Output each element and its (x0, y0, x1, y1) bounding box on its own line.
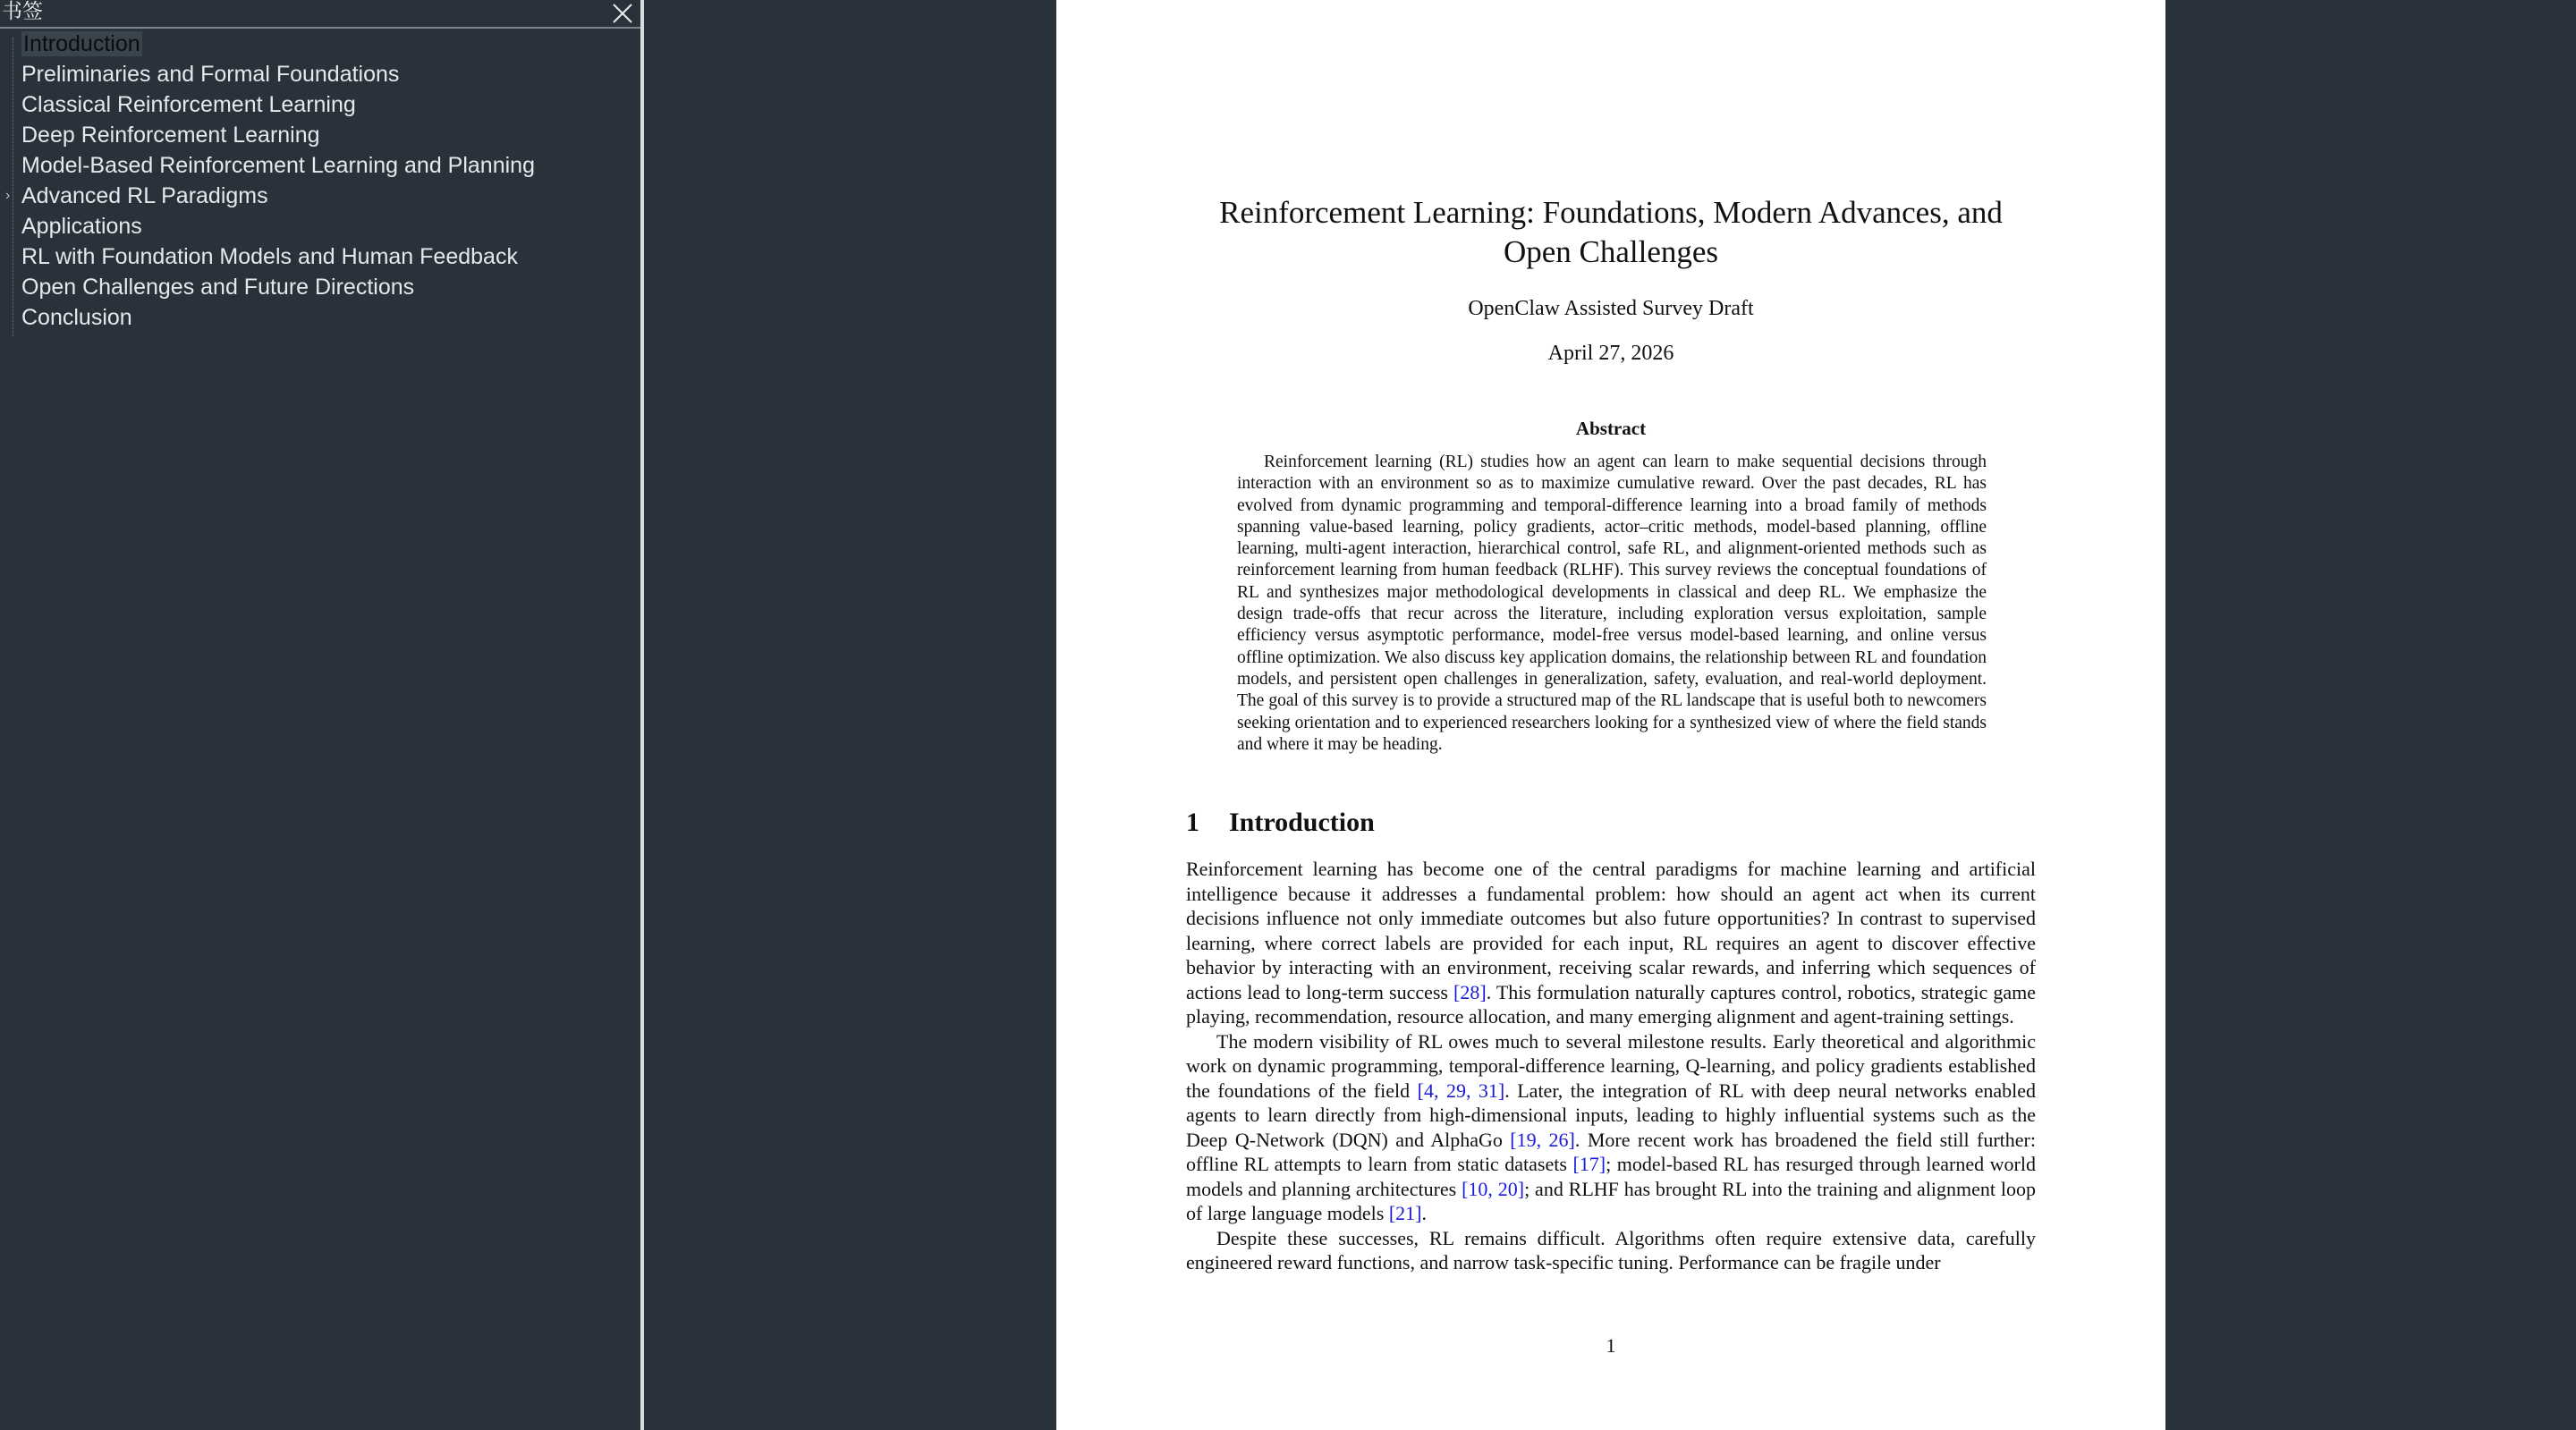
bookmark-item[interactable] (0, 302, 640, 333)
bookmark-item[interactable] (0, 150, 640, 181)
expand-arrow-icon[interactable]: › (5, 188, 11, 203)
paragraph-3 (1186, 1226, 2036, 1275)
close-icon[interactable] (610, 1, 635, 26)
bookmark-label: Introduction (23, 31, 140, 56)
section-title: Introduction (1229, 808, 1375, 837)
paragraph-2 (1186, 1029, 2036, 1226)
text-run: The modern visibility of RL owes much to several milestone results. Early theoretical and algorithmic work on dynamic programming, temporal-difference learning, Q-learning, and policy gradients established the foundations of the field (1186, 1029, 2036, 1102)
bookmarks-header (0, 0, 640, 29)
citation-link[interactable]: [10, 20] (1462, 1177, 1525, 1200)
bookmark-item[interactable] (0, 29, 640, 59)
bookmarks-tree (0, 29, 640, 333)
abstract-heading: Abstract (1575, 418, 1647, 439)
text-run: ; model-based RL has resurged through learned world models and planning architectures (1186, 1153, 2036, 1200)
bookmarks-panel (0, 0, 644, 1430)
body-text (1186, 857, 2036, 1275)
citation-link[interactable]: [21] (1388, 1202, 1422, 1224)
bookmark-item[interactable] (0, 181, 640, 211)
section-number: 1 (1186, 808, 1199, 837)
bookmark-item[interactable] (0, 120, 640, 150)
text-run: . (1421, 1202, 1428, 1224)
bookmarks-title: 书签 (2, 0, 43, 23)
bookmark-label: RL with Foundation Models and Human Feedback (21, 244, 518, 269)
bookmark-label: Preliminaries and Formal Foundations (21, 62, 400, 87)
bookmark-label: Advanced RL Paradigms (21, 183, 268, 208)
bookmark-label: Classical Reinforcement Learning (21, 92, 356, 117)
pdf-page (1056, 0, 2165, 1430)
citation-link[interactable]: [17] (1572, 1153, 1606, 1175)
document-viewer[interactable] (644, 0, 2576, 1430)
bookmark-label: Deep Reinforcement Learning (21, 123, 320, 148)
paper-date: April 27, 2026 (1547, 342, 1674, 365)
bookmark-label: Conclusion (21, 305, 132, 330)
citation-link[interactable]: [28] (1453, 980, 1487, 1003)
text-run: Reinforcement learning has become one of the central paradigms for machine learning and artificial intelligence because it addresses a fundamental problem: how should an agent act when its current decisions influence not only immediate outcomes but also future opportunities? In contrast to supervised learning, where correct labels are provided for each input, RL requires an agent to discover effective behavior by interacting with an environment, receiving scalar rewards, and inferring which sequences of actions lead to long-term success (1186, 858, 2036, 1003)
bookmark-item[interactable] (0, 211, 640, 241)
text-run: ; and RLHF has brought RL into the training and alignment loop of large language models (1186, 1177, 2036, 1224)
page-number: 1 (1606, 1334, 1616, 1357)
bookmark-item[interactable] (0, 241, 640, 272)
citation-link[interactable]: [4, 29, 31] (1417, 1079, 1505, 1102)
paper-title: Reinforcement Learning: Foundations, Modern Advances, and Open Challenges (1219, 195, 2003, 269)
bookmark-item[interactable] (0, 59, 640, 89)
text-run: . Later, the integration of RL with deep neural networks enabled agents to learn directly from high-dimensional inputs, leading to highly influential systems such as the Deep Q-Network (DQN) and AlphaGo (1186, 1079, 2037, 1151)
bookmark-label: Model-Based Reinforcement Learning and Planning (21, 153, 535, 178)
section-heading (1186, 808, 1375, 838)
text-run: . More recent work has broadened the field still further: offline RL attempts to learn from static datasets (1186, 1128, 2036, 1175)
bookmark-item[interactable] (0, 89, 640, 120)
abstract-text: Reinforcement learning (RL) studies how an agent can learn to make sequential decisions through interaction with an environment so as to maximize cumulative reward. Over the past decades, RL has evolved from dynamic programming and temporal-difference learning into a broad family of methods spanning value-based learning, policy gradients, actor–critic methods, model-based planning, offline learning, multi-agent interaction, hierarchical control, safe RL, and alignment-oriented methods such as reinforcement learning from human feedback (RLHF). This survey reviews the conceptual foundations of RL and synthesizes major methodological developments in classical and deep RL. We emphasize the design trade-offs that recur across the literature, including exploration versus exploitation, sample efficiency versus asymptotic performance, model-free versus model-based learning, and online versus offline optimization. We also discuss key application domains, the relationship between RL and foundation models, and persistent open challenges in generalization, safety, evaluation, and real-world deployment. The goal of this survey is to provide a structured map of the RL landscape that is useful both to newcomers seeking orientation and to experienced researchers looking for a synthesized view of where the field stands and where it may be heading. (1237, 453, 1987, 754)
paper-author: OpenClaw Assisted Survey Draft (1468, 297, 1754, 320)
citation-link[interactable]: [19, 26] (1510, 1128, 1575, 1151)
paragraph-1 (1186, 857, 2036, 1029)
text-run: Despite these successes, RL remains difficult. Algorithms often require extensive data, carefully engineered reward functions, and narrow task-specific tuning. Performance can be fragile under (1186, 1226, 2036, 1273)
bookmark-item[interactable] (0, 272, 640, 302)
text-run: . This formulation naturally captures control, robotics, strategic game playing, recommendation, resource allocation, and many emerging alignment and agent-training settings. (1186, 980, 2036, 1028)
bookmark-label: Open Challenges and Future Directions (21, 275, 415, 300)
bookmark-label: Applications (21, 214, 142, 239)
